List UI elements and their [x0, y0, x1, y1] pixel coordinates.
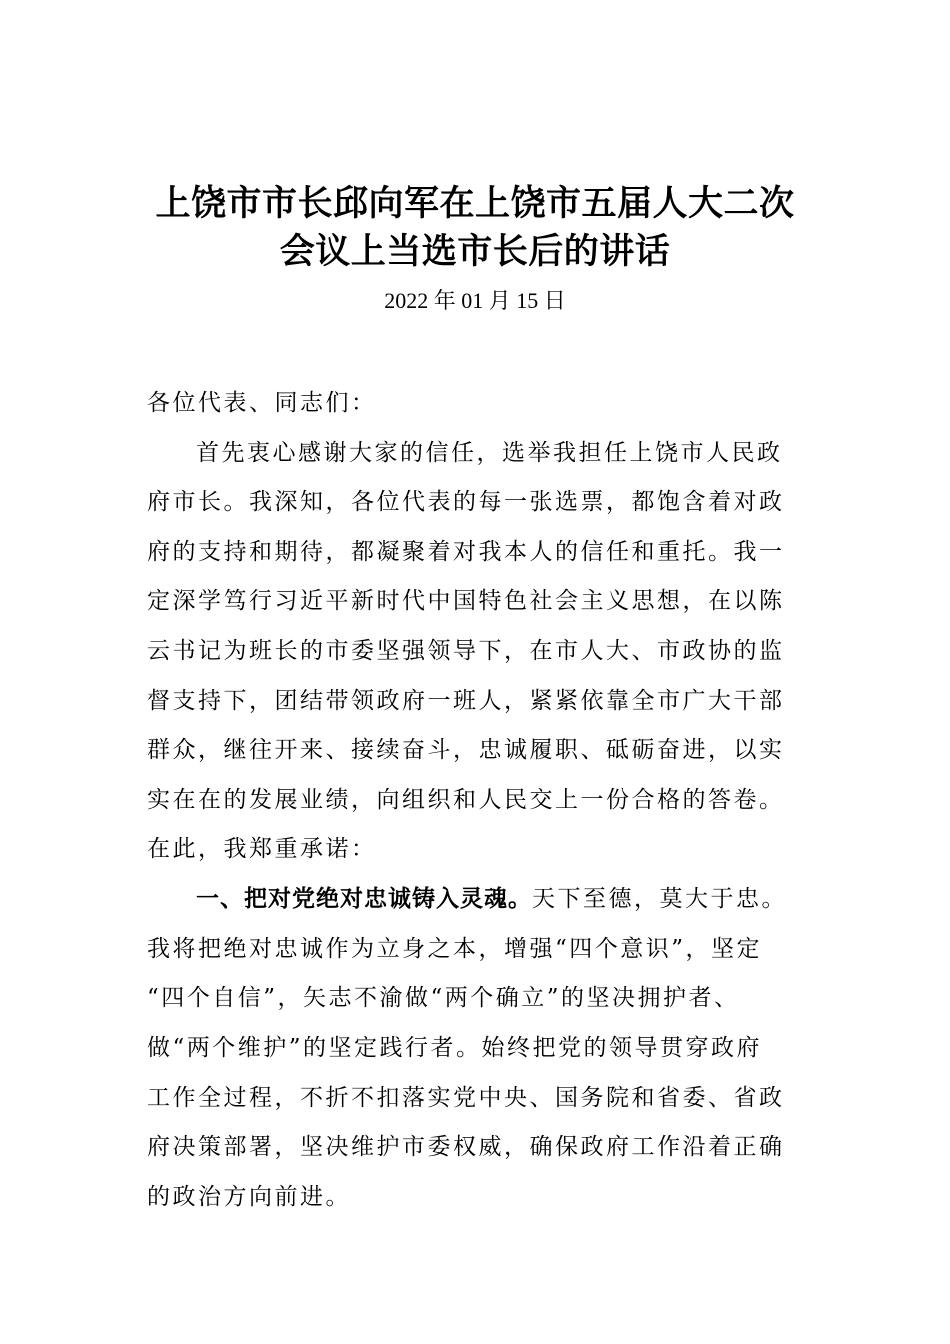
paragraph-2-line: 我将把绝对忠诚作为立身之本，增强“四个意识”，坚定 [147, 936, 763, 962]
paragraph-2-line: 的政治方向前进。 [147, 1184, 351, 1210]
paragraph-1-line: 在此，我郑重承诺： [147, 836, 377, 862]
paragraph-2-line: 做“两个维护”的坚定践行者。始终把党的领导贯穿政府 [147, 1035, 763, 1061]
paragraph-1-line: 府市长。我深知，各位代表的每一张选票，都饱含着对政 [147, 489, 785, 515]
section-heading: 一、把对党绝对忠诚铸入灵魂。 [196, 886, 532, 912]
document-date: 2022 年 01 月 15 日 [384, 288, 566, 313]
paragraph-1-line: 定深学笃行习近平新时代中国特色社会主义思想，在以陈 [147, 588, 785, 614]
paragraph-1-line: 云书记为班长的市委坚强领导下，在市人大、市政协的监 [147, 638, 785, 664]
document-title-line-2: 会议上当选市长后的讲话 [279, 232, 671, 272]
paragraph-2-line: 府决策部署，坚决维护市委权威，确保政府工作沿着正确 [147, 1134, 785, 1160]
paragraph-2-line: 工作全过程，不折不扣落实党中央、国务院和省委、省政 [147, 1085, 785, 1111]
paragraph-1-line: 首先衷心感谢大家的信任，选举我担任上饶市人民政 [196, 440, 783, 466]
document-title-line-1: 上饶市市长邱向军在上饶市五届人大二次 [155, 184, 795, 224]
paragraph-1-line: 督支持下，团结带领政府一班人，紧紧依靠全市广大干部 [147, 688, 785, 714]
paragraph-2-first-line [196, 884, 787, 914]
paragraph-1-line: 府的支持和期待，都凝聚着对我本人的信任和重托。我一 [147, 539, 785, 565]
paragraph-2-first-text: 天下至德，莫大于忠。 [532, 886, 787, 912]
paragraph-1-line: 群众，继往开来、接续奋斗，忠诚履职、砥砺奋进，以实 [147, 737, 785, 763]
greeting: 各位代表、同志们： [147, 390, 377, 416]
paragraph-2-line: “四个自信”，矢志不渝做“两个确立”的坚决拥护者、 [147, 985, 740, 1011]
paragraph-1-line: 实在在的发展业绩，向组织和人民交上一份合格的答卷。 [147, 787, 785, 813]
